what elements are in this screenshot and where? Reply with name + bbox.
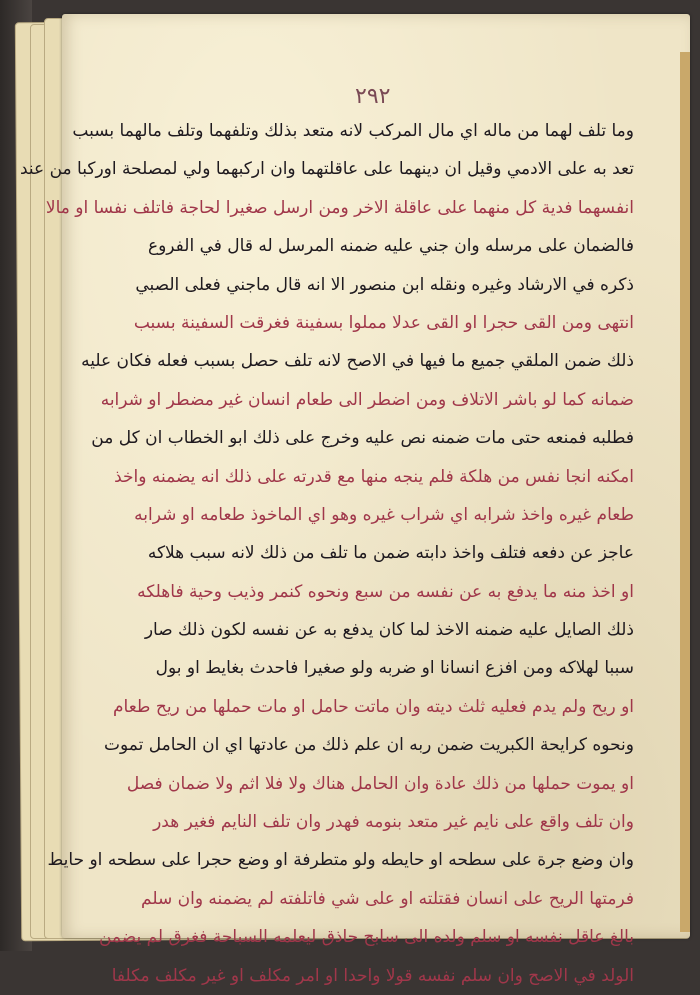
manuscript-text: [19, 112, 634, 995]
binding-strip: [680, 52, 690, 932]
text-line: فطلبه فمنعه حتى مات ضمنه نص عليه وخرج على ذلك ابو الخطاب ان كل من: [91, 428, 634, 449]
text-line: او يموت حملها من ذلك عادة وان الحامل هناك ولا فلا اثم ولا ضمان فصل: [126, 773, 634, 794]
text-line: عاجز عن دفعه فتلف واخذ دابته ضمن ما تلف من ذلك لانه سبب هلاكه: [147, 543, 634, 564]
text-line: انتهى ومن القى حجرا او القى عدلا مملوا بسفينة فغرقت السفينة بسبب: [133, 312, 634, 333]
text-line: فرمتها الريح على انسان فقتلته او على شي فاتلفته لم يضمنه وان سلم: [141, 888, 634, 909]
text-line: او ريح ولم يدم فعليه ثلث ديته وان ماتت حامل او مات حملها من ريح طعام: [113, 696, 634, 717]
text-line: امكنه انجا نفس من هلكة فلم ينجه منها مع قدرته على ذلك انه يضمنه واخذ: [114, 466, 634, 487]
text-line: وما تلف لهما من ماله اي مال المركب لانه متعد بذلك وتلفهما وتلف مالهما بسبب: [72, 121, 634, 141]
text-line: او اخذ منه ما يدفع به عن نفسه من سبع ونحوه كنمر وذيب وحية فاهلكه: [137, 581, 634, 602]
text-line: الولد في الاصح وان سلم نفسه قولا واحدا او امر مكلف او غير مكلف مكلفا: [111, 965, 634, 986]
text-line: ذكره في الارشاد وغيره ونقله ابن منصور الا انه قال ماجني فعلى الصبي: [135, 274, 634, 295]
text-line: طعام غيره واخذ شرابه اي شراب غيره وهو اي الماخوذ طعامه او شرابه: [134, 504, 634, 525]
text-line: ذلك الصايل عليه ضمنه الاخذ لما كان يدفع به عن نفسه لكون ذلك صار: [144, 620, 634, 641]
text-line: ضمانه كما لو باشر الاتلاف ومن اضطر الى طعام انسان غير مضطر او شرابه: [100, 389, 634, 410]
text-line: بالغ عاقل نفسه او سلم ولده الى سابح حاذق ليعلمه السباحة فغرق لم يضمن: [98, 927, 634, 948]
text-line: سببا لهلاكه ومن افزع انسانا او ضربه ولو صغيرا فاحدث بغايط او بول: [155, 658, 634, 679]
text-line: وان تلف واقع على نايم غير متعد بنومه فهدر وان تلف النايم فغير هدر: [153, 812, 634, 833]
text-line: انفسهما فدية كل منهما على عاقلة الاخر ومن ارسل صغيرا لحاجة فاتلف نفسا او مالا: [45, 197, 634, 218]
page-number: ٢٩٢: [355, 84, 391, 109]
text-line: وان وضع جرة على سطحه او حايطه ولو متطرفة او وضع حجرا على سطحه او حايط: [47, 850, 634, 871]
text-line: تعد به على الادمي وقيل ان دينهما على عاقلتهما وان اركبهما ولي لمصلحة اوركبا من عند: [19, 159, 634, 180]
text-line: ذلك ضمن الملقي جميع ما فيها في الاصح لانه تلف حصل بسبب فعله فكان عليه: [81, 351, 634, 372]
text-line: ونحوه كرايحة الكبريت ضمن ربه ان علم ذلك من عادتها اي ان الحامل تموت: [103, 735, 634, 756]
text-line: فالضمان على مرسله وان جني عليه ضمنه المرسل له قال في الفروع: [147, 236, 634, 257]
